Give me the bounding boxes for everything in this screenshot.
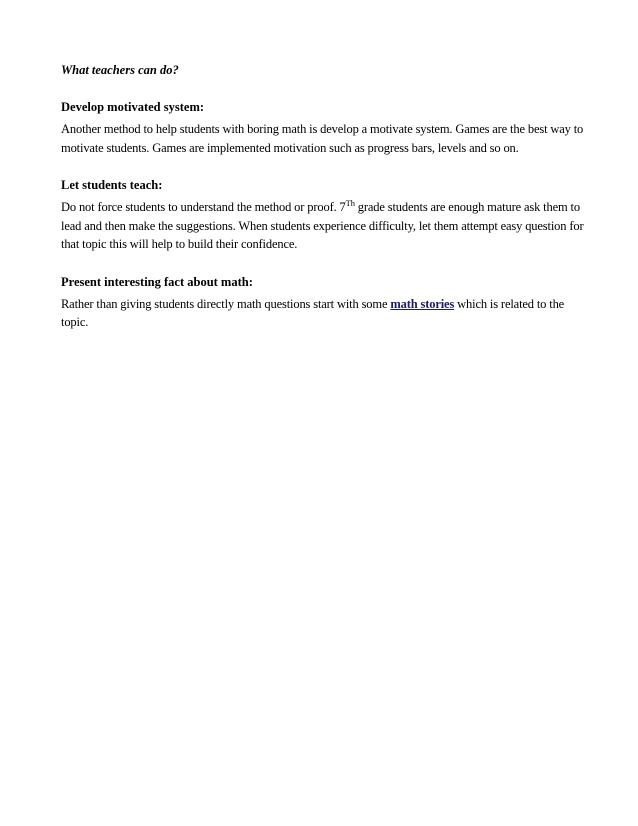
section-present-interesting-fact: [61, 274, 585, 332]
section-develop-motivated-system: [61, 99, 585, 157]
document-content: [61, 62, 585, 332]
page-heading: What teachers can do?: [61, 63, 179, 77]
section-title: Present interesting fact about math:: [61, 274, 253, 289]
section-title: Let students teach:: [61, 178, 163, 192]
body-text-after: which is related to the topic.: [61, 296, 565, 329]
body-text-after: grade students are enough mature ask them to lead and then make the suggestions. When students experience difficulty, let them attempt easy question for that topic this will help to build their confidence.: [61, 200, 584, 251]
superscript-text: Th: [345, 197, 355, 208]
section-body: [61, 295, 585, 332]
section-let-students-teach: [61, 177, 585, 254]
body-text-before: Rather than giving students directly math questions start with some: [61, 296, 391, 311]
body-text-before: Do not force students to understand the method or proof. 7: [61, 200, 346, 214]
math-stories-link[interactable]: math stories: [390, 296, 455, 311]
section-body: Another method to help students with boring math is develop a motivate system. Games are the best way to motivate students. Games are implemented motivation such as progress bars, levels and so on.: [61, 122, 584, 155]
section-body: [61, 198, 585, 254]
section-title: Develop motivated system:: [61, 100, 205, 114]
